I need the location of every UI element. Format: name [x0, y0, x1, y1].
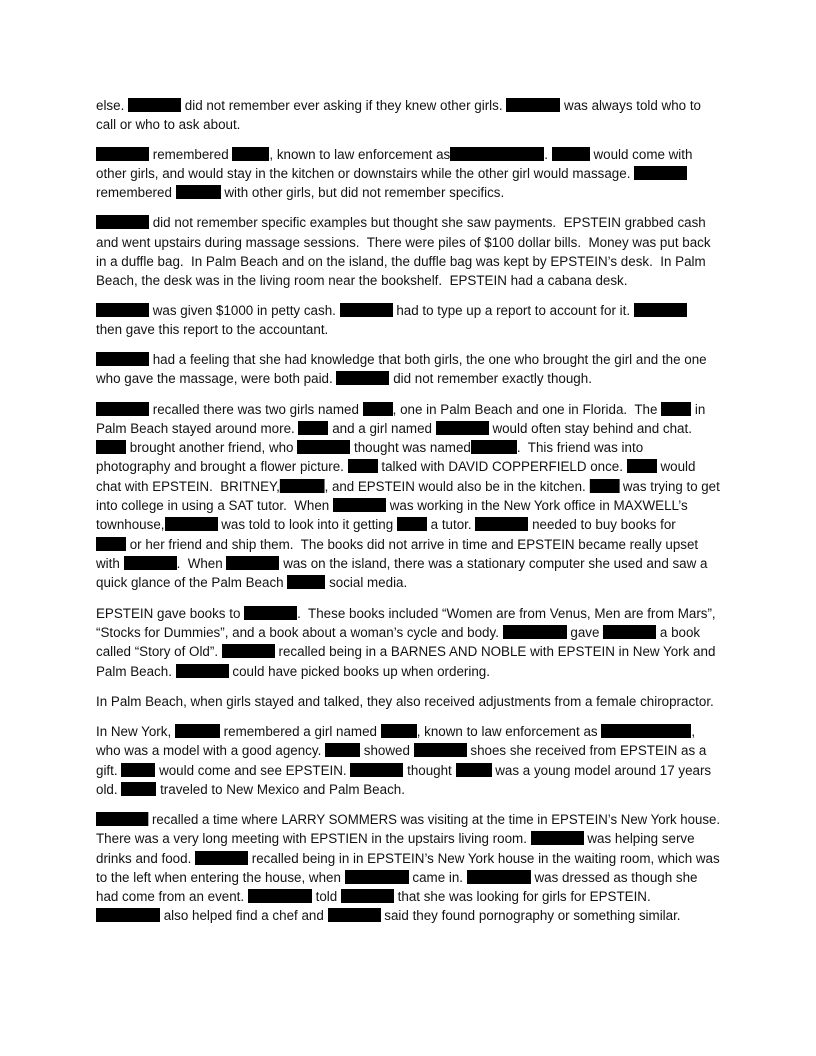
text-line	[96, 573, 407, 592]
text-run: was trying to get	[622, 479, 720, 494]
text-line	[96, 145, 692, 164]
text-line	[96, 761, 711, 780]
text-line	[96, 535, 698, 554]
text-line	[96, 887, 651, 906]
text-run: photography and brought a flower picture.	[96, 459, 344, 474]
text-run: gave	[570, 625, 600, 640]
text-line	[96, 271, 627, 290]
text-run: was on the island, there was a stationary computer she used and saw a	[283, 556, 708, 571]
redaction-box	[350, 763, 403, 777]
text-run: , known to law enforcement as	[416, 724, 598, 739]
text-run: that she was looking for girls for EPSTEIN.	[397, 889, 651, 904]
text-run: . These books included “Women are from Venus, Men are from Mars”,	[297, 606, 716, 621]
text-line	[96, 213, 706, 232]
redaction-box	[436, 421, 489, 435]
text-line	[96, 233, 711, 252]
text-run: recalled there was two girls named	[152, 402, 359, 417]
text-line	[96, 400, 705, 419]
redaction-box	[244, 606, 297, 620]
text-run: a book	[659, 625, 701, 640]
redaction-box	[363, 402, 393, 416]
redaction-box	[414, 743, 467, 757]
text-run: who gave the massage, were both paid.	[96, 371, 333, 386]
text-line	[96, 438, 643, 457]
text-line	[96, 722, 695, 741]
redaction-box	[348, 459, 378, 473]
text-run: traveled to New Mexico and Palm Beach.	[160, 782, 405, 797]
text-run: There was a very long meeting with EPSTIEN in the upstairs living room.	[96, 831, 527, 846]
text-run: to the left when entering the house, when	[96, 870, 341, 885]
text-line	[96, 692, 714, 711]
text-line	[96, 252, 706, 271]
redaction-box	[603, 625, 656, 639]
redaction-box	[471, 440, 517, 454]
text-run: talked with DAVID COPPERFIELD once.	[381, 459, 623, 474]
text-run: quick glance of the Palm Beach	[96, 575, 284, 590]
text-run: in	[694, 402, 706, 417]
text-run: said they found pornography or something similar.	[384, 908, 681, 923]
text-run: , and EPSTEIN would also be in the kitchen.	[324, 479, 586, 494]
text-run: . This friend was into	[516, 440, 644, 455]
text-run: who was a model with a good agency.	[96, 743, 322, 758]
text-run: with	[96, 556, 120, 571]
text-run: could have picked books up when ordering.	[232, 664, 490, 679]
text-run: and a girl named	[332, 421, 432, 436]
text-run: called “Story of Old”.	[96, 644, 219, 659]
text-run: . When	[176, 556, 223, 571]
redaction-box	[96, 440, 126, 454]
redaction-box	[96, 352, 149, 366]
redaction-box	[661, 402, 691, 416]
text-line	[96, 554, 707, 573]
text-run: remembered	[152, 147, 229, 162]
redaction-box	[176, 185, 221, 199]
redaction-box	[96, 402, 149, 416]
redaction-box	[297, 440, 350, 454]
redaction-box	[195, 851, 248, 865]
text-run: recalled being in a BARNES AND NOBLE with EPSTEIN in New York and	[278, 644, 716, 659]
text-line	[96, 350, 707, 369]
redaction-box	[340, 303, 393, 317]
text-run: was dressed as though she	[534, 870, 698, 885]
redaction-box	[226, 556, 279, 570]
redaction-box	[176, 664, 229, 678]
text-run: In Palm Beach, when girls stayed and talked, they also received adjustments from a female chiropractor.	[96, 694, 714, 709]
redaction-box	[397, 517, 427, 531]
text-line	[96, 301, 687, 320]
text-run: social media.	[329, 575, 408, 590]
text-line	[96, 457, 695, 476]
text-run: old.	[96, 782, 118, 797]
redaction-box	[124, 556, 177, 570]
text-run: would	[660, 459, 696, 474]
redaction-box	[345, 870, 409, 884]
text-run: in a duffle bag. In Palm Beach and on the island, the duffle bag was kept by EPSTEIN’s desk. In Palm	[96, 254, 706, 269]
text-run: was given $1000 in petty cash.	[152, 303, 336, 318]
text-run: did not remember exactly though.	[393, 371, 592, 386]
text-run: came in.	[412, 870, 464, 885]
redaction-box	[96, 812, 148, 826]
text-run: a tutor.	[430, 517, 472, 532]
redaction-box	[287, 575, 325, 589]
text-run: Palm Beach.	[96, 664, 172, 679]
text-run: townhouse,	[96, 517, 165, 532]
text-line	[96, 496, 688, 515]
text-line	[96, 369, 592, 388]
text-line	[96, 419, 692, 438]
redaction-box	[96, 147, 149, 161]
redaction-box	[381, 724, 417, 738]
text-run: chat with EPSTEIN. BRITNEY,	[96, 479, 280, 494]
text-line	[96, 604, 716, 623]
text-run: EPSTEIN gave books to	[96, 606, 241, 621]
text-line	[96, 868, 698, 887]
text-line	[96, 623, 700, 642]
text-run: also helped find a chef and	[163, 908, 324, 923]
redaction-box	[333, 498, 386, 512]
redaction-box	[503, 625, 567, 639]
redaction-box	[627, 459, 657, 473]
redaction-box	[450, 147, 544, 161]
text-run: was working in the New York office in MAXWELL’s	[389, 498, 688, 513]
redaction-box	[248, 889, 312, 903]
text-line	[96, 115, 240, 134]
text-run: remembered a girl named	[223, 724, 377, 739]
redaction-box	[601, 724, 691, 738]
text-run: showed	[363, 743, 410, 758]
text-line	[96, 810, 720, 829]
text-line	[96, 662, 490, 681]
text-run: then gave this report to the accountant.	[96, 322, 329, 337]
redaction-box	[222, 644, 275, 658]
redaction-box	[128, 98, 181, 112]
redaction-box	[506, 98, 560, 112]
text-line	[96, 849, 720, 868]
text-run: did not remember ever asking if they knew other girls.	[184, 98, 503, 113]
text-run: else.	[96, 98, 125, 113]
redaction-box	[341, 889, 394, 903]
redaction-box	[165, 517, 218, 531]
redaction-box	[175, 724, 220, 738]
text-run: thought was named	[353, 440, 471, 455]
text-run: recalled being in in EPSTEIN’s New York house in the waiting room, which was	[251, 851, 720, 866]
redaction-box	[467, 870, 531, 884]
redaction-box	[280, 479, 325, 493]
text-run: shoes she received from EPSTEIN as a	[470, 743, 707, 758]
redaction-box	[298, 421, 328, 435]
text-line	[96, 515, 676, 534]
text-line	[96, 320, 328, 339]
text-run: into college in using a SAT tutor. When	[96, 498, 330, 513]
text-run: other girls, and would stay in the kitchen or downstairs while the other girl would massage.	[96, 166, 631, 181]
text-line	[96, 642, 715, 661]
redaction-box	[96, 537, 126, 551]
redaction-box	[121, 782, 156, 796]
text-run: would come with	[593, 147, 693, 162]
redaction-box	[336, 371, 389, 385]
text-run: had come from an event.	[96, 889, 245, 904]
text-run: had a feeling that she had knowledge that both girls, the one who brought the girl and the one	[152, 352, 707, 367]
redaction-box	[121, 763, 155, 777]
text-run: or her friend and ship them. The books did not arrive in time and EPSTEIN became really upset	[129, 537, 699, 552]
text-run: Beach, the desk was in the living room near the bookshelf. EPSTEIN had a cabana desk.	[96, 273, 628, 288]
text-line	[96, 741, 706, 760]
text-run: brought another friend, who	[129, 440, 294, 455]
redaction-box	[96, 908, 160, 922]
text-run: thought	[407, 763, 452, 778]
text-line	[96, 164, 687, 183]
text-run: was always told who to	[564, 98, 701, 113]
text-line	[96, 780, 405, 799]
redaction-box	[328, 908, 381, 922]
text-line	[96, 183, 504, 202]
text-run: did not remember specific examples but thought she saw payments. EPSTEIN grabbed cash	[152, 215, 706, 230]
text-run: gift.	[96, 763, 118, 778]
text-run: needed to buy books for	[532, 517, 676, 532]
text-line	[96, 829, 695, 848]
text-run: call or who to ask about.	[96, 117, 241, 132]
text-run: with other girls, but did not remember specifics.	[224, 185, 505, 200]
text-run: was helping serve	[587, 831, 695, 846]
text-line	[96, 906, 681, 925]
text-run: remembered	[96, 185, 172, 200]
text-run: recalled a time where LARRY SOMMERS was visiting at the time in EPSTEIN’s New York house.	[152, 812, 721, 827]
text-run: would often stay behind and chat.	[492, 421, 692, 436]
text-line	[96, 96, 701, 115]
redaction-box	[552, 147, 590, 161]
redaction-box	[232, 147, 269, 161]
text-run: had to type up a report to account for it.	[396, 303, 631, 318]
text-run: was a young model around 17 years	[495, 763, 712, 778]
redaction-box	[634, 166, 687, 180]
text-run: would come and see EPSTEIN.	[159, 763, 347, 778]
redaction-box	[96, 303, 149, 317]
text-run: and went upstairs during massage sessions. There were piles of $100 dollar bills. Money was put back	[96, 235, 711, 250]
redaction-box	[475, 517, 528, 531]
text-run: , known to law enforcement as	[269, 147, 451, 162]
text-run: In New York,	[96, 724, 172, 739]
redaction-box	[531, 831, 584, 845]
redaction-box	[325, 743, 360, 757]
text-run: drinks and food.	[96, 851, 192, 866]
text-run: .	[544, 147, 548, 162]
text-line	[96, 477, 720, 496]
text-run: Palm Beach stayed around more.	[96, 421, 295, 436]
redaction-box	[96, 215, 149, 229]
text-run: “Stocks for Dummies”, and a book about a woman’s cycle and body.	[96, 625, 499, 640]
text-run: told	[315, 889, 338, 904]
text-run: ,	[691, 724, 696, 739]
redaction-box	[589, 479, 619, 493]
text-run: , one in Palm Beach and one in Florida. The	[392, 402, 658, 417]
redaction-box	[634, 303, 687, 317]
text-run: was told to look into it getting	[221, 517, 394, 532]
redaction-box	[456, 763, 492, 777]
